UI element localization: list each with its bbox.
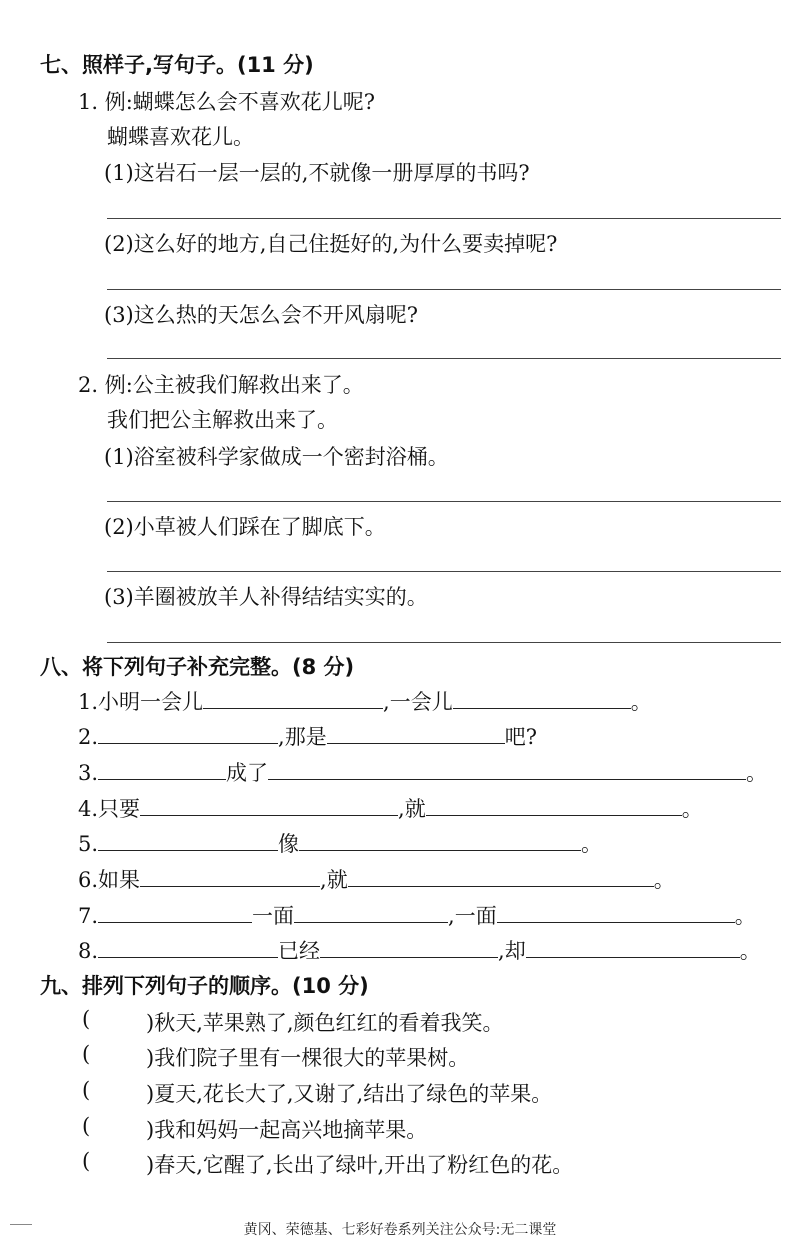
fill-row-5 [78, 828, 602, 858]
answer-line[interactable] [107, 289, 781, 290]
order-blank-open[interactable]: ( [82, 1149, 91, 1173]
order-item-3: )夏天,花长大了,又谢了,结出了绿色的苹果。 [146, 1082, 553, 1106]
fill-row-8 [78, 935, 761, 965]
fill-blank[interactable] [299, 832, 581, 851]
q1-example-answer: 蝴蝶喜欢花儿。 [107, 125, 254, 149]
answer-line[interactable] [107, 218, 781, 219]
row-text: ,就 [398, 797, 426, 821]
row-number: 6. [78, 868, 99, 892]
q2-example-answer: 我们把公主解救出来了。 [107, 408, 338, 432]
order-item-4: )我和妈妈一起高兴地摘苹果。 [146, 1118, 428, 1142]
row-number: 1. [78, 690, 99, 714]
fill-blank[interactable] [268, 761, 746, 780]
fill-blank[interactable] [203, 690, 383, 709]
fill-blank[interactable] [453, 690, 631, 709]
fill-blank[interactable] [98, 904, 252, 923]
answer-line[interactable] [107, 642, 781, 643]
fill-row-1 [78, 686, 652, 716]
row-end: 。 [739, 939, 761, 963]
fill-row-2 [78, 721, 537, 751]
row-end: 吧? [504, 725, 537, 749]
answer-line[interactable] [107, 571, 781, 572]
answer-line[interactable] [107, 501, 781, 502]
row-text: 只要 [98, 797, 141, 821]
fill-blank[interactable] [98, 725, 278, 744]
fill-blank[interactable] [98, 939, 278, 958]
section-8-title: 八、将下列句子补充完整。(8 分) [40, 655, 355, 679]
row-text: 如果 [98, 868, 141, 892]
answer-line[interactable] [107, 358, 781, 359]
row-end: 。 [653, 868, 675, 892]
row-text: ,却 [498, 939, 526, 963]
order-blank-open[interactable]: ( [82, 1114, 91, 1138]
section-9-title: 九、排列下列句子的顺序。(10 分) [40, 974, 369, 998]
q2-item-3: (3)羊圈被放羊人补得结结实实的。 [104, 585, 428, 609]
row-end: 。 [734, 904, 756, 928]
q1-item-1: (1)这岩石一层一层的,不就像一册厚厚的书吗? [104, 161, 530, 185]
fill-blank[interactable] [320, 939, 498, 958]
row-text: ,那是 [278, 725, 327, 749]
row-end: 。 [581, 832, 603, 856]
fill-blank[interactable] [526, 939, 740, 958]
fill-blank[interactable] [294, 904, 448, 923]
order-blank-open[interactable]: ( [82, 1042, 91, 1066]
row-text: ,一面 [448, 904, 497, 928]
row-end: 。 [746, 761, 768, 785]
row-number: 4. [78, 797, 99, 821]
fill-row-7 [78, 900, 756, 930]
row-text: ,就 [320, 868, 348, 892]
row-text: ,一会儿 [383, 690, 453, 714]
order-item-1: )秋天,苹果熟了,颜色红红的看着我笑。 [146, 1011, 504, 1035]
section-7-title: 七、照样子,写句子。(11 分) [40, 53, 314, 77]
row-end: 。 [681, 797, 703, 821]
fill-blank[interactable] [98, 832, 278, 851]
row-number: 8. [78, 939, 99, 963]
fill-row-6 [78, 864, 675, 894]
order-blank-open[interactable]: ( [82, 1078, 91, 1102]
row-end: 。 [630, 690, 652, 714]
row-text: 已经 [278, 939, 321, 963]
order-item-2: )我们院子里有一棵很大的苹果树。 [146, 1046, 470, 1070]
q2-example: 2. 例:公主被我们解救出来了。 [78, 373, 364, 397]
order-item-5: )春天,它醒了,长出了绿叶,开出了粉红色的花。 [146, 1153, 574, 1177]
fill-blank[interactable] [327, 725, 505, 744]
row-number: 3. [78, 761, 99, 785]
q1-example: 1. 例:蝴蝶怎么会不喜欢花儿呢? [78, 90, 376, 114]
fill-blank[interactable] [140, 797, 398, 816]
row-text: 像 [278, 832, 300, 856]
q1-item-2: (2)这么好的地方,自己住挺好的,为什么要卖掉呢? [104, 232, 558, 256]
fill-blank[interactable] [497, 904, 735, 923]
fill-row-4 [78, 793, 703, 823]
fill-blank[interactable] [426, 797, 682, 816]
fill-blank[interactable] [348, 868, 654, 887]
row-text: 一面 [252, 904, 295, 928]
row-number: 7. [78, 904, 99, 928]
q1-item-3: (3)这么热的天怎么会不开风扇呢? [104, 303, 419, 327]
order-blank-open[interactable]: ( [82, 1007, 91, 1031]
fill-blank[interactable] [140, 868, 320, 887]
row-number: 5. [78, 832, 99, 856]
fill-blank[interactable] [98, 761, 226, 780]
fill-row-3 [78, 757, 767, 787]
row-text: 成了 [226, 761, 269, 785]
row-number: 2. [78, 725, 99, 749]
page-footer: 黄冈、荣德基、七彩好卷系列关注公众号:无二课堂 [243, 1222, 557, 1238]
q2-item-2: (2)小草被人们踩在了脚底下。 [104, 515, 386, 539]
q2-item-1: (1)浴室被科学家做成一个密封浴桶。 [104, 445, 449, 469]
row-text: 小明一会儿 [98, 690, 204, 714]
